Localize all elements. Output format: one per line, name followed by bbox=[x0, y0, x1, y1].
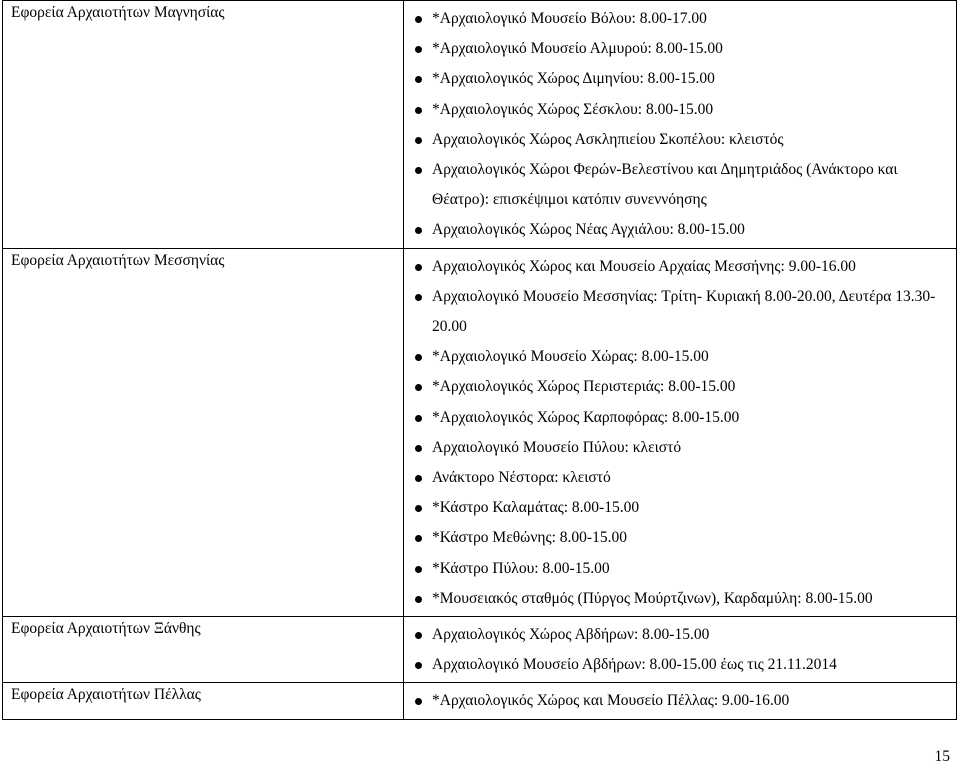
list-item bbox=[404, 342, 956, 372]
bullet-icon bbox=[415, 137, 422, 144]
page-number: 15 bbox=[934, 748, 950, 765]
site-entry: *Κάστρο Μεθώνης: 8.00-15.00 bbox=[432, 529, 627, 547]
bullet-icon bbox=[415, 445, 422, 452]
bullet-icon bbox=[415, 227, 422, 234]
list-item bbox=[404, 493, 956, 523]
sites-cell bbox=[404, 683, 957, 719]
list-item bbox=[404, 523, 956, 553]
site-entry: *Αρχαιολογικός Χώρος και Μουσείο Πέλλας: 9.00-16.00 bbox=[432, 692, 790, 710]
site-list bbox=[404, 683, 956, 718]
site-entry: Αρχαιολογικό Μουσείο Πύλου: κλειστό bbox=[432, 438, 682, 456]
bullet-icon bbox=[415, 632, 422, 639]
site-list bbox=[404, 249, 956, 616]
bullet-icon bbox=[415, 264, 422, 271]
bullet-icon bbox=[415, 294, 422, 301]
bullet-icon bbox=[415, 566, 422, 573]
site-entry: Αρχαιολογικό Μουσείο Μεσσηνίας: Τρίτη- Κυριακή 8.00-20.00, Δευτέρα 13.30-20.00 bbox=[432, 287, 936, 336]
bullet-icon bbox=[415, 76, 422, 83]
agency-cell bbox=[3, 1, 404, 249]
list-item bbox=[404, 686, 956, 716]
site-list bbox=[404, 617, 956, 682]
site-entry: Αρχαιολογικός Χώρος Ασκληπιείου Σκοπέλου: κλειστός bbox=[432, 130, 784, 148]
site-entry: *Κάστρο Καλαμάτας: 8.00-15.00 bbox=[432, 499, 640, 517]
site-entry: *Μουσειακός σταθμός (Πύργος Μούρτζινων), Καρδαμύλη: 8.00-15.00 bbox=[432, 589, 873, 607]
bullet-icon bbox=[415, 167, 422, 174]
site-entry: *Αρχαιολογικός Χώρος Περιστεριάς: 8.00-15.00 bbox=[432, 378, 736, 396]
bullet-icon bbox=[415, 475, 422, 482]
site-entry: Αρχαιολογικός Χώρος Αβδήρων: 8.00-15.00 bbox=[432, 626, 710, 644]
sites-cell bbox=[404, 248, 957, 616]
list-item bbox=[404, 584, 956, 614]
agency-cell bbox=[3, 683, 404, 719]
list-item bbox=[404, 620, 956, 650]
agency-name: Εφορεία Αρχαιοτήτων Μαγνησίας bbox=[11, 4, 225, 21]
list-item bbox=[404, 34, 956, 64]
bullet-icon bbox=[415, 596, 422, 603]
bullet-icon bbox=[415, 662, 422, 669]
bullet-icon bbox=[415, 698, 422, 705]
site-entry: *Αρχαιολογικό Μουσείο Αλμυρού: 8.00-15.00 bbox=[432, 40, 723, 58]
bullet-icon bbox=[415, 384, 422, 391]
list-item bbox=[404, 125, 956, 155]
table-body bbox=[3, 1, 957, 720]
list-item bbox=[404, 463, 956, 493]
bullet-icon bbox=[415, 535, 422, 542]
list-item bbox=[404, 433, 956, 463]
table-row bbox=[3, 248, 957, 616]
list-item bbox=[404, 372, 956, 402]
bullet-icon bbox=[415, 415, 422, 422]
site-entry: Ανάκτορο Νέστορα: κλειστό bbox=[432, 469, 611, 487]
opening-hours-table bbox=[2, 0, 957, 720]
list-item bbox=[404, 64, 956, 94]
site-entry: Αρχαιολογικός Χώροι Φερών-Βελεστίνου και Δημητριάδος (Ανάκτορο και Θέατρο): επισκέψιμοι κατόπιν συνεννόησης bbox=[432, 161, 898, 209]
list-item bbox=[404, 95, 956, 125]
list-item bbox=[404, 252, 956, 282]
agency-name: Εφορεία Αρχαιοτήτων Ξάνθης bbox=[11, 620, 201, 638]
site-entry: Αρχαιολογικός Χώρος και Μουσείο Αρχαίας Μεσσήνης: 9.00-16.00 bbox=[432, 257, 856, 275]
table-row bbox=[3, 1, 957, 249]
list-item bbox=[404, 215, 956, 245]
agency-name: Εφορεία Αρχαιοτήτων Μεσσηνίας bbox=[11, 251, 225, 269]
sites-cell bbox=[404, 617, 957, 683]
list-item bbox=[404, 554, 956, 584]
site-entry: *Αρχαιολογικός Χώρος Σέσκλου: 8.00-15.00 bbox=[432, 100, 714, 118]
bullet-icon bbox=[415, 107, 422, 114]
table-row bbox=[3, 683, 957, 719]
bullet-icon bbox=[415, 46, 422, 53]
bullet-icon bbox=[415, 354, 422, 361]
table-row bbox=[3, 617, 957, 683]
sites-cell bbox=[404, 1, 957, 249]
list-item bbox=[404, 650, 956, 680]
list-item bbox=[404, 4, 956, 34]
site-entry: *Αρχαιολογικό Μουσείο Χώρας: 8.00-15.00 bbox=[432, 348, 709, 366]
site-entry: *Αρχαιολογικός Χώρος Διμηνίου: 8.00-15.00 bbox=[432, 70, 715, 88]
site-entry: *Αρχαιολογικός Χώρος Καρποφόρας: 8.00-15.00 bbox=[432, 408, 740, 426]
list-item bbox=[404, 282, 956, 342]
agency-cell bbox=[3, 248, 404, 616]
site-entry: *Κάστρο Πύλου: 8.00-15.00 bbox=[432, 559, 610, 577]
agency-name: Εφορεία Αρχαιοτήτων Πέλλας bbox=[11, 686, 201, 704]
site-list bbox=[404, 1, 956, 248]
list-item bbox=[404, 155, 956, 215]
site-entry: *Αρχαιολογικό Μουσείο Βόλου: 8.00-17.00 bbox=[432, 10, 707, 27]
agency-cell bbox=[3, 617, 404, 683]
site-entry: Αρχαιολογικό Μουσείο Αβδήρων: 8.00-15.00 έως τις 21.11.2014 bbox=[432, 656, 837, 674]
bullet-icon bbox=[415, 16, 422, 23]
bullet-icon bbox=[415, 505, 422, 512]
list-item bbox=[404, 403, 956, 433]
site-entry: Αρχαιολογικός Χώρος Νέας Αγχιάλου: 8.00-15.00 bbox=[432, 221, 745, 239]
